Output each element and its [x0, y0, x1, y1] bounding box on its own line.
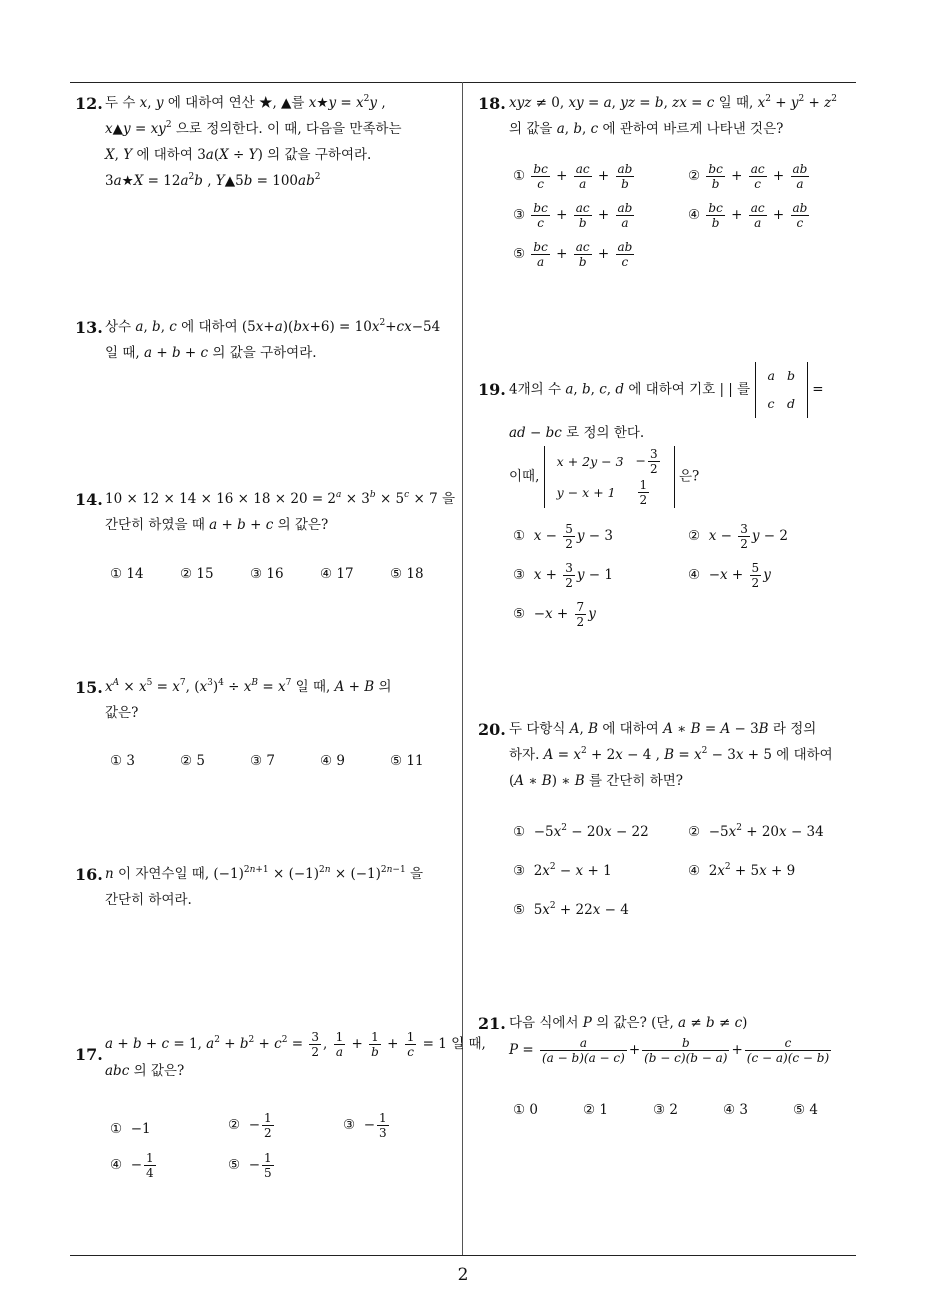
choice-2[interactable]: ② x − $\frac{3}{2}$ y − 2 — [688, 522, 788, 551]
choice-2[interactable]: ② $-5x^2 + 20x - 34$ — [688, 823, 824, 840]
choice-1[interactable]: ① −1 — [110, 1121, 151, 1137]
choice-3[interactable]: ③ $\frac{bc}{c}$ + $\frac{ac}{b}$ + $\frac{ab}{a}$ — [513, 201, 633, 230]
choice-2[interactable]: ② 5 — [180, 753, 205, 769]
choice-4[interactable]: ④ − $\frac{1}{4}$ — [110, 1151, 154, 1180]
choice-3[interactable]: ③ 7 — [250, 753, 275, 769]
choice-5[interactable]: ⑤ 4 — [793, 1102, 818, 1118]
choice-2[interactable]: ② − $\frac{1}{2}$ — [228, 1111, 272, 1140]
choice-1[interactable]: ① $-5x^2 - 20x - 22$ — [513, 823, 649, 840]
choice-1[interactable]: ① 0 — [513, 1102, 538, 1118]
bottom-rule — [70, 1255, 856, 1256]
choice-2[interactable]: ② $\frac{bc}{b}$ + $\frac{ac}{c}$ + $\frac{ab}{a}$ — [688, 162, 808, 191]
question-number: 12. — [75, 94, 103, 113]
question-number: 17. — [75, 1045, 103, 1064]
choice-3[interactable]: ③ 2 — [653, 1102, 678, 1118]
choice-5[interactable]: ⑤ $5x^2 + 22x - 4$ — [513, 901, 629, 918]
choice-5[interactable]: ⑤ 18 — [390, 566, 424, 582]
question-text: 다음 식에서 P 의 값은? (단, a ≠ b ≠ c) P = $\frac{a}{(a - b)(a - c)}$ + $\frac{b}{(b - c)(b - a)}$ + $\frac{c}{(c - a)(c - b)}$ — [509, 1015, 830, 1065]
question-number: 18. — [478, 94, 506, 113]
question-number: 19. — [478, 380, 506, 399]
question-text: 두 수 x, y 에 대하여 연산 ★, ▲를 x★y = $x^2y$ , x▲y = $xy^2$ 으로 정의한다. 이 때, 다음을 만족하는 X, Y 에 대하여 3a(X ÷ Y) 의 값을 구하여라. 3a★X = $12a^2b$ , Y▲5b = $100ab^2$ — [105, 94, 402, 189]
choice-2[interactable]: ② 1 — [583, 1102, 608, 1118]
choice-4[interactable]: ④ 3 — [723, 1102, 748, 1118]
choice-3[interactable]: ③ − $\frac{1}{3}$ — [343, 1111, 387, 1140]
choice-5[interactable]: ⑤ 11 — [390, 753, 424, 769]
choice-1[interactable]: ① 14 — [110, 566, 144, 582]
choice-1[interactable]: ① 3 — [110, 753, 135, 769]
question-text: $10 \times 12 \times 14 \times 16 \times 18 \times 20 = 2^a \times 3^b \times 5^c \times 7$ 을 간단히 하였을 때 a + b + c 의 값은? — [105, 490, 456, 533]
question-text: 두 다항식 A, B 에 대하여 A ∗ B = A − 3B 라 정의 하자. $A = x^2 + 2x - 4$ , $B = x^2 - 3x + 5$ 에 대하여 (A ∗ B) ∗ B 를 간단히 하면? — [509, 721, 833, 789]
question-number: 13. — [75, 318, 103, 337]
question-number: 20. — [478, 720, 506, 739]
choice-4[interactable]: ④ 17 — [320, 566, 354, 582]
page-number: 2 — [457, 1265, 469, 1285]
choice-5[interactable]: ⑤ $\frac{bc}{a}$ + $\frac{ac}{b}$ + $\frac{ab}{c}$ — [513, 240, 633, 269]
choice-1[interactable]: ① $\frac{bc}{c}$ + $\frac{ac}{a}$ + $\frac{ab}{b}$ — [513, 162, 633, 191]
choice-4[interactable]: ④ −x + $\frac{5}{2}$ y — [688, 561, 771, 590]
choice-3[interactable]: ③ x + $\frac{3}{2}$ y − 1 — [513, 561, 613, 590]
choice-2[interactable]: ② 15 — [180, 566, 214, 582]
choice-1[interactable]: ① x − $\frac{5}{2}$ y − 3 — [513, 522, 613, 551]
choice-4[interactable]: ④ $\frac{bc}{b}$ + $\frac{ac}{a}$ + $\frac{ab}{c}$ — [688, 201, 808, 230]
choice-4[interactable]: ④ 9 — [320, 753, 345, 769]
question-text: a + b + c = 1, $a^2 + b^2 + c^2$ = $\frac{3}{2}$ , $\frac{1}{a}$ + $\frac{1}{b}$ + $\frac{1}{c}$ = 1 일 때, abc 의 값은? — [105, 1030, 486, 1079]
choice-5[interactable]: ⑤ − $\frac{1}{5}$ — [228, 1151, 272, 1180]
question-number: 15. — [75, 678, 103, 697]
question-number: 14. — [75, 490, 103, 509]
question-text: 상수 a, b, c 에 대하여 $(5x+a)(bx+6) = 10x^2+cx-54$ 일 때, a + b + c 의 값을 구하여라. — [105, 318, 441, 361]
question-number: 21. — [478, 1014, 506, 1033]
choice-4[interactable]: ④ $2x^2 + 5x + 9$ — [688, 862, 796, 879]
question-number: 16. — [75, 865, 103, 884]
choice-3[interactable]: ③ $2x^2 - x + 1$ — [513, 862, 612, 879]
choice-3[interactable]: ③ 16 — [250, 566, 284, 582]
question-text: 4개의 수 a, b, c, d 에 대하여 기호 | | 를 a b c d = ad − bc 로 정의 한다. 이때, x + 2y − 3 − $\frac{3}{2}$ y − x + 1 $\frac{1}{2}$ 은? — [509, 362, 824, 508]
question-text: n 이 자연수일 때, $(-1)^{2n+1} \times (-1)^{2n} \times (-1)^{2n-1}$ 을 간단히 하여라. — [105, 865, 424, 908]
question-text: xyz ≠ 0, xy = a, yz = b, zx = c 일 때, $x^2 + y^2 + z^2$ 의 값을 a, b, c 에 관하여 바르게 나타낸 것은? — [509, 94, 838, 137]
question-text: $x^A \times x^5 = x^7$, $(x^3)^4 \div x^B = x^7$ 일 때, A + B 의 값은? — [105, 678, 392, 721]
choice-5[interactable]: ⑤ −x + $\frac{7}{2}$ y — [513, 600, 596, 629]
